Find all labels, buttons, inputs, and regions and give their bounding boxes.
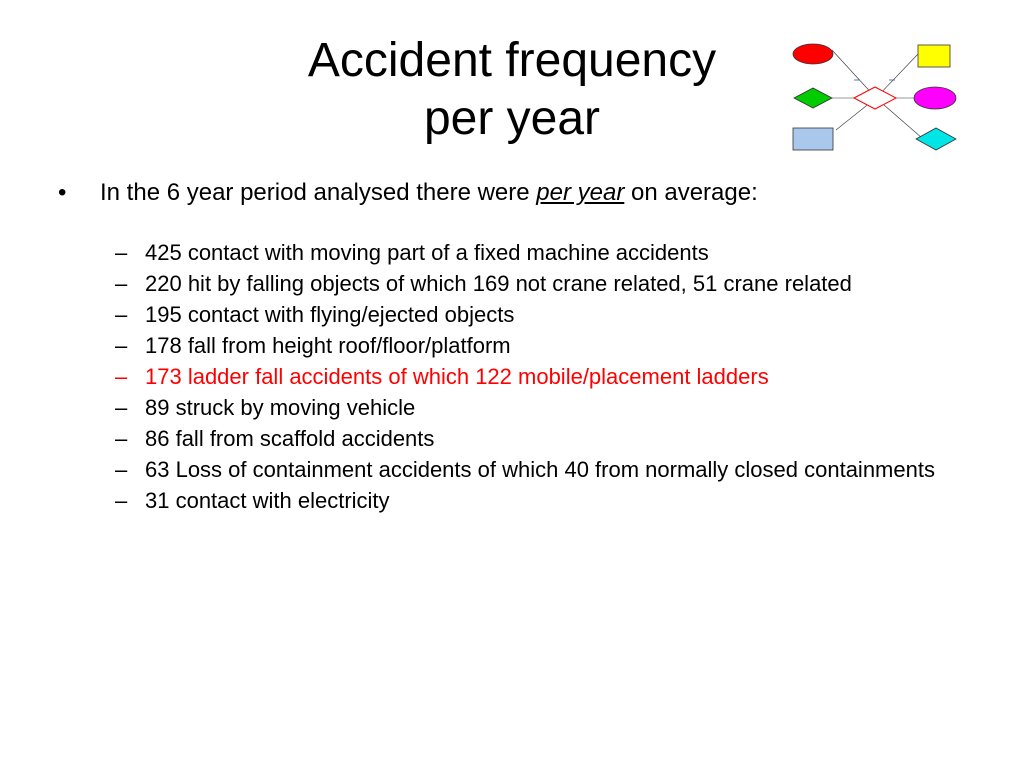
list-item <box>58 272 958 296</box>
green-diamond-shape <box>794 88 832 108</box>
dash-marker: – <box>115 240 128 265</box>
dash-marker: – <box>115 395 128 420</box>
list-item-text: 31 contact with electricity <box>145 488 390 513</box>
dash-marker: – <box>115 488 128 513</box>
slide-title <box>212 32 812 148</box>
accident-sublist <box>58 241 958 513</box>
yellow-rectangle-shape <box>918 45 950 67</box>
magenta-ellipse-shape <box>914 87 956 109</box>
list-item-text: 178 fall from height roof/floor/platform <box>145 333 511 358</box>
list-item-text: 63 Loss of containment accidents of which 40 from normally closed containments <box>145 457 935 482</box>
bullet-text-after: on average: <box>624 179 758 206</box>
list-item <box>58 303 958 327</box>
cyan-diamond-shape <box>916 128 956 150</box>
dash-marker: – <box>115 426 128 451</box>
list-item-text: 86 fall from scaffold accidents <box>145 426 435 451</box>
list-item <box>58 241 958 265</box>
list-item <box>58 427 958 451</box>
red-ellipse-shape <box>793 44 833 64</box>
list-item-text: 173 ladder fall accidents of which 122 mobile/placement ladders <box>145 364 769 389</box>
bullet-marker: • <box>58 179 67 206</box>
list-item <box>58 396 958 420</box>
list-item <box>58 458 958 482</box>
dash-marker: – <box>115 333 128 358</box>
list-item <box>58 334 958 358</box>
list-item-highlighted <box>58 365 958 389</box>
blue-rectangle-shape <box>793 128 833 150</box>
list-item-text: 195 contact with flying/ejected objects <box>145 302 515 327</box>
dash-marker: – <box>115 302 128 327</box>
list-item <box>58 489 958 513</box>
bullet-emphasis: per year <box>536 179 625 206</box>
list-item-text: 425 contact with moving part of a fixed machine accidents <box>145 240 709 265</box>
list-item-text: 220 hit by falling objects of which 169 not crane related, 51 crane related <box>145 271 852 296</box>
bowtie-diagram <box>780 38 970 160</box>
bullet-text-before: In the 6 year period analysed there were <box>100 179 537 206</box>
dash-marker: – <box>115 364 128 389</box>
dash-marker: – <box>115 271 128 296</box>
slide-title-line-1: Accident frequency <box>307 34 717 87</box>
main-bullet <box>58 178 958 208</box>
content-list <box>58 178 958 520</box>
dash-marker: – <box>115 457 128 482</box>
list-item-text: 89 struck by moving vehicle <box>145 395 416 420</box>
slide-title-line-2: per year <box>423 92 601 145</box>
center-diamond-shape <box>854 87 896 109</box>
